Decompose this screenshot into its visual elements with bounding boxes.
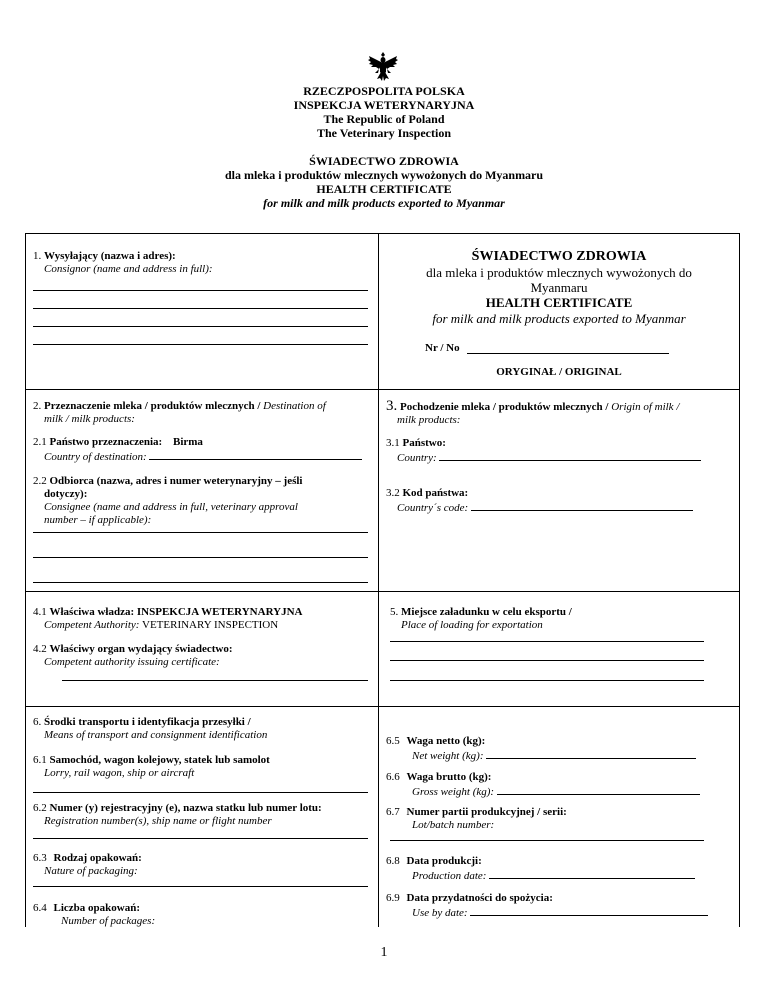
cert-title-pl: ŚWIADECTWO ZDROWIA [471,249,647,264]
s21-number: 2.1 [33,436,47,448]
origin-country-field[interactable] [439,450,701,461]
original-label: ORYGINAŁ / ORIGINAL [496,366,622,378]
s63-label-pl: Rodzaj opakowań: [53,852,142,864]
header-subtitle-pl: dla mleka i produktów mlecznych wywożonych do Myanmaru [224,168,544,182]
header-line-2: INSPEKCJA WETERYNARYJNA [293,98,475,112]
s42-label-en: Competent authority issuing certificate: [44,656,220,668]
s21-value: Birma [172,436,203,448]
s67-label-en: Lot/batch number: [412,819,495,831]
loading-place-field-line-3[interactable] [390,680,704,681]
box3-label-en-2: milk products: [397,414,461,426]
s64-number: 6.4 [33,902,47,914]
page-number: 1 [380,945,388,960]
s31-number: 3.1 [386,437,400,449]
header-line-3: The Republic of Poland [323,112,445,126]
consignor-field-line-1[interactable] [33,290,368,291]
s66-label-pl: Waga brutto (kg): [406,771,492,783]
s22-label-en-2: number – if applicable): [44,514,152,526]
cert-subtitle-pl-1: dla mleka i produktów mlecznych wywożonych do [426,265,692,280]
box3-label-pl: Pochodzenie mleka / produktów mlecznych / [400,401,609,413]
consignor-field-line-3[interactable] [33,326,368,327]
s68-number: 6.8 [386,855,400,867]
consignor-field-line-4[interactable] [33,344,368,345]
box6-label-en: Means of transport and consignment identification [44,729,268,741]
s22-label-pl-2: dotyczy): [44,488,88,500]
s22-number: 2.2 [33,475,47,487]
box5-label-pl: Miejsce załadunku w celu eksportu / [401,606,572,618]
box5-label-en: Place of loading for exportation [401,619,543,631]
box2-label-en-1: Destination of [263,400,326,412]
cert-number-label: Nr / No [425,342,460,354]
s68-label-pl: Data produkcji: [406,855,482,867]
consignor-field-line-2[interactable] [33,308,368,309]
cert-number-field[interactable] [467,353,669,354]
box2-label-pl: Przeznaczenie mleka / produktów mlecznych / [44,400,261,412]
s41-label-en: Competent Authority: [44,619,140,631]
header-line-1: RZECZPOSPOLITA POLSKA [303,84,465,98]
s65-number: 6.5 [386,735,400,747]
s31-label-pl: Państwo: [402,437,446,449]
use-by-date-field[interactable] [470,905,708,916]
box2-number: 2. [33,400,42,412]
box5-number: 5. [390,606,399,618]
s69-label-en: Use by date: [412,907,468,919]
polish-eagle-emblem-icon [366,50,400,84]
s41-label-pl: Właściwa władza: INSPEKCJA WETERYNARYJNA [49,606,303,618]
cert-title-en: HEALTH CERTIFICATE [485,295,633,310]
s66-label-en: Gross weight (kg): [412,786,495,798]
s62-label-en: Registration number(s), ship name or flight number [44,815,272,827]
box6-label-pl: Środki transportu i identyfikacja przesyłki / [44,716,251,728]
s63-label-en: Nature of packaging [44,865,135,877]
s41-number: 4.1 [33,606,47,618]
box1-number: 1. [33,250,42,262]
s21-label-en: Country of destination [44,451,143,463]
box1-label-pl: Wysyłający (nazwa i adres): [44,250,176,262]
s62-number: 6.2 [33,802,47,814]
country-code-field[interactable] [471,500,693,511]
consignee-field-line-1[interactable] [33,532,368,533]
header-subtitle-en: for milk and milk products exported to Myanmar [263,196,505,210]
s42-label-pl: Właściwy organ wydający świadectwo: [49,643,233,655]
box3-number: 3. [386,398,398,414]
s67-label-pl: Numer partii produkcyjnej / serii: [406,806,567,818]
packaging-field[interactable] [33,886,368,887]
s65-label-en: Net weight (kg): [412,750,484,762]
transport-field[interactable] [33,792,368,793]
box6-number: 6. [33,716,42,728]
s63-number: 6.3 [33,852,47,864]
lot-number-field[interactable] [390,840,704,841]
s32-label-pl: Kod państwa: [402,487,469,499]
consignee-field-line-3[interactable] [33,582,368,583]
s69-number: 6.9 [386,892,400,904]
s61-label-pl: Samochód, wagon kolejowy, statek lub samolot [49,754,270,766]
s67-number: 6.7 [386,806,400,818]
s62-label-pl: Numer (y) rejestracyjny (e), nazwa statku lub numer lotu: [49,802,322,814]
loading-place-field-line-2[interactable] [390,660,704,661]
header-title-pl: ŚWIADECTWO ZDROWIA [309,154,459,168]
s69-label-pl: Data przydatności do spożycia: [406,892,553,904]
consignee-field-line-2[interactable] [33,557,368,558]
s68-label-en: Production date [412,870,483,882]
cert-subtitle-pl-2: Myanmaru [530,280,588,295]
box1-label-en: Consignor (name and address in full): [44,263,213,275]
header-line-4: The Veterinary Inspection [316,126,451,140]
s32-label-en: Country´s code: [397,502,469,514]
s64-label-en: Number of packages [61,915,152,927]
cert-subtitle-en: for milk and milk products exported to Myanmar [432,311,686,326]
s42-number: 4.2 [33,643,47,655]
s41-value-en: VETERINARY INSPECTION [142,619,279,631]
s22-label-en-1: Consignee (name and address in full, veterinary approval [44,501,298,513]
registration-field[interactable] [33,838,368,839]
issuing-authority-field[interactable] [62,680,368,681]
s61-label-en: Lorry, rail wagon, ship or aircraft [44,767,195,779]
s21-label-pl: Państwo przeznaczenia: [49,436,163,448]
production-date-field[interactable] [489,868,695,879]
box3-label-en-1: Origin of milk / [611,401,680,413]
header-title-en: HEALTH CERTIFICATE [316,182,452,196]
s32-number: 3.2 [386,487,400,499]
s61-number: 6.1 [33,754,47,766]
net-weight-field[interactable] [486,748,696,759]
gross-weight-field[interactable] [497,784,700,795]
loading-place-field-line-1[interactable] [390,641,704,642]
s64-label-pl: Liczba opakowań: [53,902,140,914]
s22-label-pl-1: Odbiorca (nazwa, adres i numer weterynaryjny – jeśli [49,475,303,487]
destination-country-field[interactable] [149,449,362,460]
s65-label-pl: Waga netto (kg): [406,735,486,747]
s66-number: 6.6 [386,771,400,783]
s31-label-en: Country: [397,452,437,464]
box2-label-en-2: milk / milk products: [44,413,135,425]
